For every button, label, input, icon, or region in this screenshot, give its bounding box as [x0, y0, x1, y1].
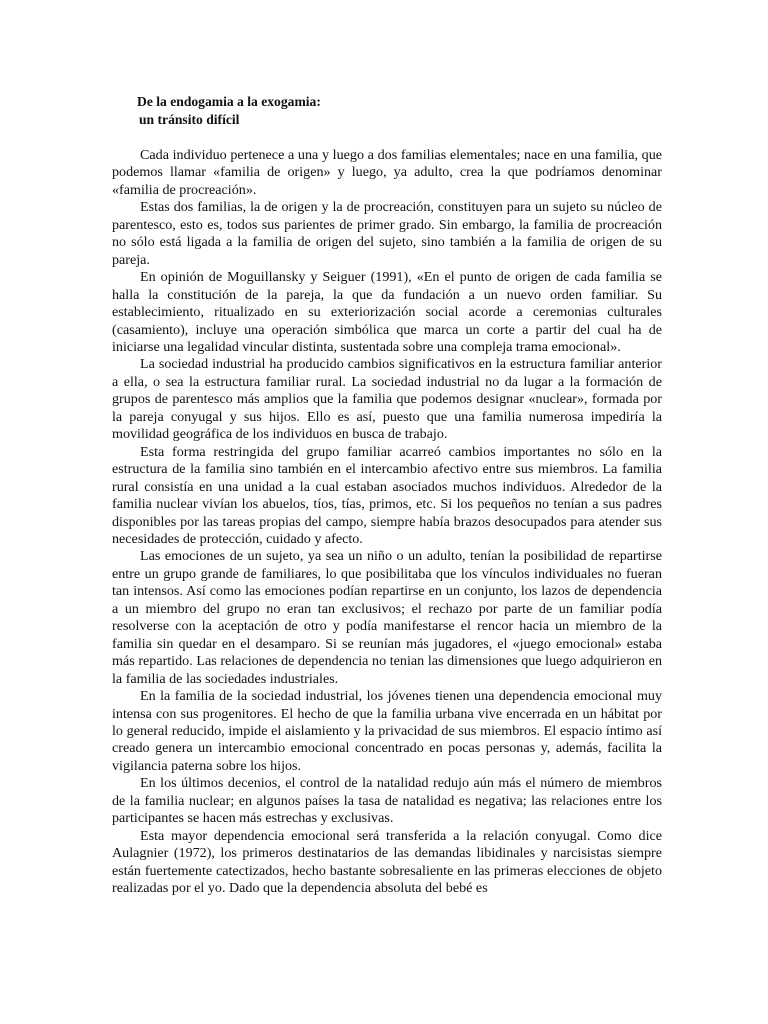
paragraph: En la familia de la sociedad industrial, los jóvenes tienen una dependencia emocional muy intensa con sus progenitores. El hecho de que la familia urbana vive encerrada en un hábitat por lo general reducido, impide el aislamiento y la privacidad de sus miembros. El espacio íntimo así creado genera un intercambio emocional concentrado en pocas personas y, además, facilita la vigilancia paterna sobre los hijos.	[112, 688, 662, 774]
paragraph: Cada individuo pertenece a una y luego a dos familias elementales; nace en una familia, que podemos llamar «familia de origen» y luego, ya adulto, crea la que podríamos denominar «familia de procreación».	[112, 147, 662, 198]
paragraph: La sociedad industrial ha producido cambios significativos en la estructura familiar anterior a ella, o sea la estructura familiar rural. La sociedad industrial no da lugar a la formación de grupos de parentesco más amplios que la familia que podemos designar «nuclear», formada por la pareja conyugal y sus hijos. Ello es así, puesto que una familia numerosa impediría la movilidad geográfica de los individuos en busca de trabajo.	[112, 356, 662, 443]
paragraph: En los últimos decenios, el control de la natalidad redujo aún más el número de miembros de la familia nuclear; en algunos países la tasa de natalidad es negativa; las relaciones entre los participantes se hacen más estrechas y exclusivas.	[112, 775, 662, 827]
paragraph: Esta mayor dependencia emocional será transferida a la relación conyugal. Como dice Aulagnier (1972), los primeros destinatarios de las demandas libidinales y narcisistas siempre están fuertemente catectizados, hecho bastante sobresaliente en las primeras elecciones de objeto realizadas por el yo. Dado que la dependencia absoluta del bebé es	[112, 827, 662, 897]
paragraph: En opinión de Moguillansky y Seiguer (1991), «En el punto de origen de cada familia se halla la constitución de la pareja, la que da fundación a un nuevo orden familiar. Su establecimiento, ritualizado en su exteriorización social acorde a ceremonias culturales (casamiento), incluye una operación simbólica que marca un corte a partir del cual ha de iniciarse una legalidad vincular distinta, sustentada sobre una compleja trama emocional».	[112, 269, 662, 355]
paragraph: Las emociones de un sujeto, ya sea un niño o un adulto, tenían la posibilidad de repartirse entre un grupo grande de familiares, lo que posibilitaba que los vínculos individuales no fueran tan intensos. Así como las emociones podían repartirse en un conjunto, los lazos de dependencia a un miembro del grupo no eran tan exclusivos; el rechazo por parte de un familiar podía resolverse con la aceptación de otro y podía manifestarse el rencor hacia un miembro de la familia sin quedar en el desamparo. Si se reunían más jugadores, el «juego emocional» estaba más repartido. Las relaciones de dependencia no tenian las dimensiones que luego adquirieron en la familia de las sociedades industriales.	[112, 548, 662, 687]
paragraph: Estas dos familias, la de origen y la de procreación, constituyen para un sujeto su núcleo de parentesco, esto es, todos sus parientes de primer grado. Sin embargo, la familia de procreación no sólo está ligada a la familia de origen del sujeto, sino también a la familia de origen de su pareja.	[112, 199, 662, 268]
title-line-1: De la endogamia a la exogamia:	[137, 94, 321, 109]
paragraph: Esta forma restringida del grupo familiar acarreó cambios importantes no sólo en la estructura de la familia sino también en el intercambio afectivo entre sus miembros. La familia rural consistía en una unidad a la cual estaban asociados muchos individuos. Alrededor de la familia nuclear vivían los abuelos, tíos, tías, primos, etc. Si los pequeños no tenían a sus padres disponibles por las tareas propias del campo, siempre había brazos desocupados para atender sus necesidades de protección, cuidado y afecto.	[112, 443, 662, 547]
document-title	[137, 93, 662, 128]
title-line-2: un tránsito difícil	[139, 111, 240, 127]
document-page	[112, 93, 662, 897]
body-text	[112, 147, 662, 897]
